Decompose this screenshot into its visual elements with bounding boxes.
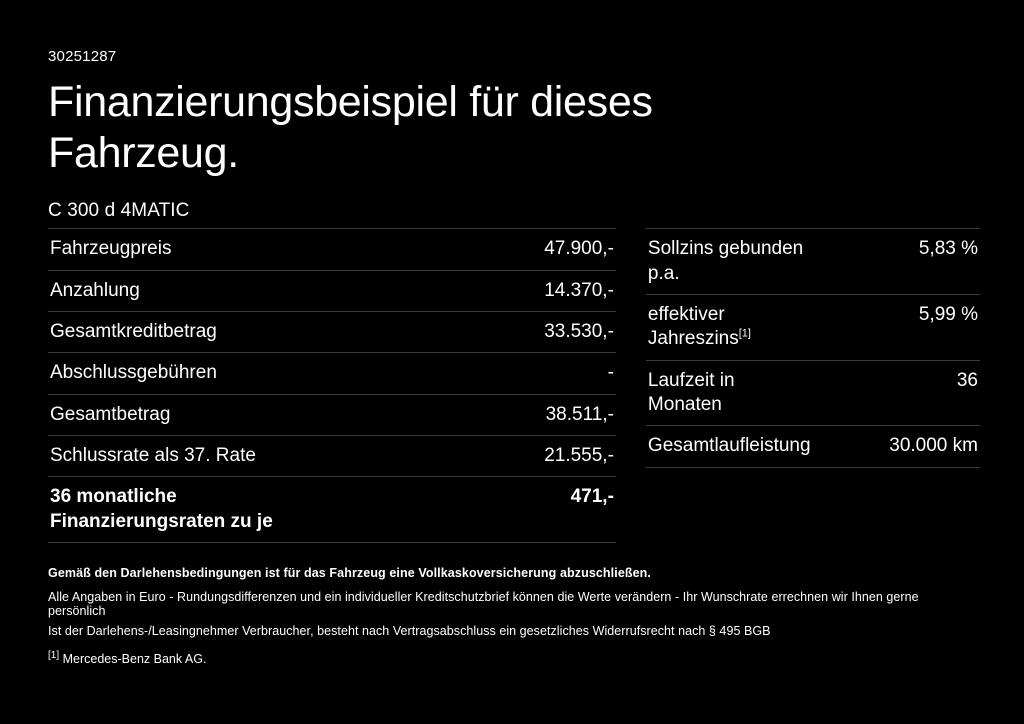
footer-footnote <box>48 649 978 666</box>
row-value: 14.370,- <box>544 279 614 301</box>
row-label: Schlussrate als 37. Rate <box>50 445 256 467</box>
footer-note-currency: Alle Angaben in Euro - Rundungsdifferenzen und ein individueller Kreditschutzbrief können die Werte verändern - Ihr Wunschrate errechnen wir Ihnen gerne persönlich <box>48 590 919 618</box>
table-row <box>646 229 980 295</box>
finance-table <box>48 228 616 543</box>
row-label <box>646 295 813 361</box>
row-value: 38.511,- <box>545 403 614 425</box>
table-row <box>646 360 980 426</box>
terms-table <box>646 228 980 467</box>
finance-table-column <box>48 228 616 543</box>
table-row <box>48 270 616 311</box>
page-title: Finanzierungsbeispiel für dieses Fahrzeug. <box>48 78 653 177</box>
row-value: 30.000 km <box>889 435 978 457</box>
row-label <box>646 360 813 426</box>
table-row <box>646 295 980 361</box>
tables-container <box>48 228 980 543</box>
row-label: Gesamtbetrag <box>50 403 171 425</box>
row-label-text: Sollzins gebunden p.a. <box>647 238 804 284</box>
vehicle-model-label: C 300 d 4MATIC <box>48 200 190 222</box>
row-label-text: Gesamtlaufleistung <box>647 435 811 457</box>
row-label: Gesamtkreditbetrag <box>50 321 217 343</box>
row-label: Anzahlung <box>50 279 140 301</box>
row-value: 5,83 % <box>918 238 978 260</box>
table-row <box>48 394 616 435</box>
row-label <box>646 229 813 295</box>
row-value: - <box>607 362 614 384</box>
footer-note-insurance: Gemäß den Darlehensbedingungen ist für das Fahrzeug eine Vollkaskoversicherung abzuschließen. <box>48 566 651 580</box>
row-label: Fahrzeugpreis <box>50 238 172 260</box>
row-value: 47.900,- <box>544 238 614 260</box>
row-value: 471,- <box>570 486 614 508</box>
table-row <box>646 426 980 467</box>
footnote-marker: [1] <box>738 328 751 341</box>
row-value: 33.530,- <box>544 321 614 343</box>
reference-id: 30251287 <box>48 48 117 65</box>
table-row <box>48 436 616 477</box>
row-value: 5,99 % <box>918 304 978 326</box>
row-label: 36 monatliche Finanzierungsraten zu je <box>50 486 273 532</box>
row-value: 36 <box>956 369 978 391</box>
row-value: 21.555,- <box>544 445 614 467</box>
row-label: Abschlussgebühren <box>50 362 217 384</box>
footnote-text: Mercedes-Benz Bank AG. <box>62 652 207 666</box>
row-label <box>646 426 813 467</box>
table-row <box>48 229 616 270</box>
table-row-total <box>48 477 616 543</box>
row-label-text: effektiver Jahreszins <box>647 304 739 350</box>
footer-note-withdrawal: Ist der Darlehens-/Leasingnehmer Verbraucher, besteht nach Vertragsabschluss ein gesetzliches Widerrufsrecht nach § 495 BGB <box>48 624 771 638</box>
table-row <box>48 353 616 394</box>
footnote-marker: [1] <box>48 649 60 661</box>
row-label-text: Laufzeit in Monaten <box>647 369 735 416</box>
table-row <box>48 312 616 353</box>
footer-notes <box>48 566 978 666</box>
terms-table-column <box>646 228 980 467</box>
